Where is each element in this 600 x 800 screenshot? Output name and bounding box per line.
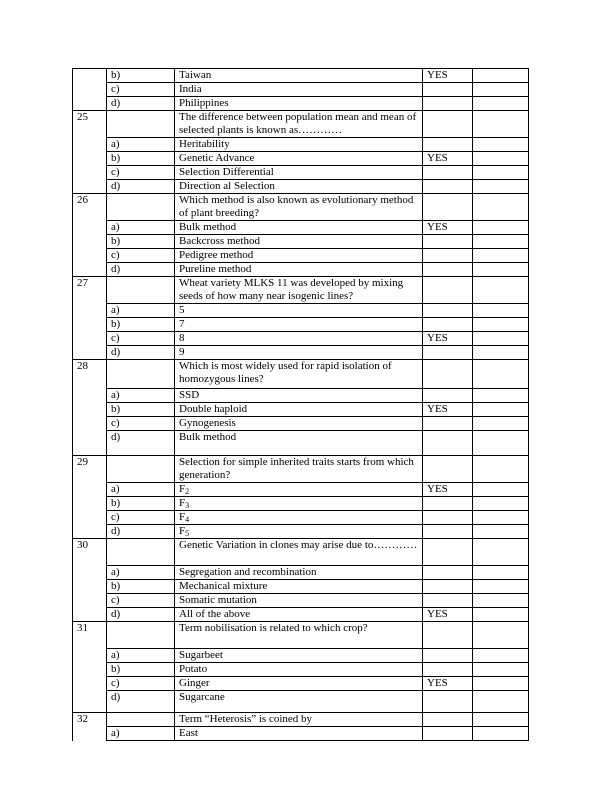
option-row (73, 304, 529, 318)
option-text-cell: Direction al Selection (175, 180, 423, 194)
question-number-cell (73, 649, 107, 663)
option-letter-cell: a) (107, 138, 175, 152)
option-row (73, 525, 529, 539)
option-row (73, 166, 529, 180)
question-number-cell (73, 727, 107, 741)
question-text-cell: Genetic Variation in clones may arise due to………… (175, 539, 423, 566)
option-row (73, 249, 529, 263)
answer-cell (423, 511, 473, 525)
blank-cell (473, 580, 529, 594)
blank-cell (473, 263, 529, 277)
blank-cell (473, 403, 529, 417)
question-number-cell: 32 (73, 713, 107, 727)
blank-cell (473, 111, 529, 138)
question-number-cell: 29 (73, 456, 107, 483)
blank-cell (473, 69, 529, 83)
option-row (73, 69, 529, 83)
option-letter-cell: c) (107, 511, 175, 525)
question-text-cell: The difference between population mean and mean of selected plants is known as………… (175, 111, 423, 138)
question-number-cell (73, 691, 107, 713)
option-row (73, 97, 529, 111)
option-row (73, 221, 529, 235)
option-letter-cell (107, 622, 175, 649)
option-text-cell: Genetic Advance (175, 152, 423, 166)
answer-cell: YES (423, 677, 473, 691)
answer-cell (423, 417, 473, 431)
option-row (73, 663, 529, 677)
mcq-answer-table (72, 68, 529, 741)
option-row (73, 608, 529, 622)
blank-cell (473, 566, 529, 580)
blank-cell (473, 97, 529, 111)
option-letter-cell: d) (107, 180, 175, 194)
question-row (73, 194, 529, 221)
question-row (73, 111, 529, 138)
option-letter-cell: c) (107, 332, 175, 346)
answer-cell (423, 691, 473, 713)
blank-cell (473, 235, 529, 249)
blank-cell (473, 83, 529, 97)
answer-cell (423, 580, 473, 594)
blank-cell (473, 360, 529, 389)
option-text-cell: Backcross method (175, 235, 423, 249)
option-text-cell: Philippines (175, 97, 423, 111)
answer-cell: YES (423, 608, 473, 622)
option-text-cell: 8 (175, 332, 423, 346)
blank-cell (473, 691, 529, 713)
option-letter-cell: a) (107, 649, 175, 663)
question-number-cell (73, 221, 107, 235)
question-number-cell (73, 663, 107, 677)
blank-cell (473, 511, 529, 525)
generation-subscript: 3 (185, 501, 190, 510)
blank-cell (473, 138, 529, 152)
generation-label: F (179, 511, 186, 523)
option-letter-cell (107, 277, 175, 304)
option-letter-cell: d) (107, 431, 175, 456)
question-number-cell (73, 332, 107, 346)
blank-cell (473, 713, 529, 727)
option-row (73, 417, 529, 431)
question-number-cell (73, 511, 107, 525)
question-number-cell (73, 152, 107, 166)
question-number-cell (73, 69, 107, 83)
option-letter-cell: c) (107, 594, 175, 608)
blank-cell (473, 594, 529, 608)
answer-cell (423, 497, 473, 511)
question-text-cell: Term nobilisation is related to which crop? (175, 622, 423, 649)
option-letter-cell: c) (107, 166, 175, 180)
option-letter-cell: d) (107, 525, 175, 539)
option-text-cell: Bulk method (175, 221, 423, 235)
option-text-cell: Heritability (175, 138, 423, 152)
blank-cell (473, 152, 529, 166)
answer-cell (423, 180, 473, 194)
blank-cell (473, 456, 529, 483)
option-letter-cell: a) (107, 483, 175, 497)
option-letter-cell: b) (107, 403, 175, 417)
question-text-cell: Which is most widely used for rapid isolation of homozygous lines? (175, 360, 423, 389)
option-text-cell: Segregation and recombination (175, 566, 423, 580)
answer-cell (423, 389, 473, 403)
answer-cell: YES (423, 403, 473, 417)
question-number-cell (73, 97, 107, 111)
generation-label: F (179, 497, 186, 509)
option-row (73, 580, 529, 594)
blank-cell (473, 332, 529, 346)
blank-cell (473, 649, 529, 663)
blank-cell (473, 346, 529, 360)
answer-cell (423, 83, 473, 97)
blank-cell (473, 417, 529, 431)
answer-cell: YES (423, 332, 473, 346)
question-number-cell: 25 (73, 111, 107, 138)
blank-cell (473, 608, 529, 622)
answer-cell: YES (423, 69, 473, 83)
option-text-cell: Selection Differential (175, 166, 423, 180)
answer-cell (423, 318, 473, 332)
option-text-cell: Pureline method (175, 263, 423, 277)
answer-cell (423, 360, 473, 389)
option-letter-cell: b) (107, 69, 175, 83)
answer-cell (423, 622, 473, 649)
answer-cell (423, 111, 473, 138)
blank-cell (473, 318, 529, 332)
answer-cell (423, 713, 473, 727)
option-letter-cell: c) (107, 417, 175, 431)
question-number-cell (73, 138, 107, 152)
question-row (73, 622, 529, 649)
option-letter-cell: a) (107, 566, 175, 580)
question-number-cell (73, 608, 107, 622)
answer-cell (423, 431, 473, 456)
blank-cell (473, 622, 529, 649)
blank-cell (473, 431, 529, 456)
blank-cell (473, 663, 529, 677)
answer-cell: YES (423, 221, 473, 235)
option-row (73, 180, 529, 194)
question-number-cell (73, 166, 107, 180)
option-text-cell: Bulk method (175, 431, 423, 456)
question-number-cell (73, 249, 107, 263)
question-number-cell (73, 403, 107, 417)
option-text-cell: Sugarbeet (175, 649, 423, 663)
option-row (73, 346, 529, 360)
blank-cell (473, 497, 529, 511)
option-letter-cell: b) (107, 580, 175, 594)
question-number-cell (73, 346, 107, 360)
blank-cell (473, 677, 529, 691)
answer-cell (423, 727, 473, 741)
answer-cell (423, 663, 473, 677)
blank-cell (473, 180, 529, 194)
question-number-cell: 28 (73, 360, 107, 389)
option-row (73, 83, 529, 97)
question-number-cell (73, 431, 107, 456)
answer-cell (423, 525, 473, 539)
answer-cell (423, 97, 473, 111)
option-row (73, 649, 529, 663)
option-row (73, 727, 529, 741)
answer-cell (423, 166, 473, 180)
option-letter-cell (107, 539, 175, 566)
option-row (73, 677, 529, 691)
option-text-cell: 7 (175, 318, 423, 332)
generation-label: F (179, 525, 186, 537)
blank-cell (473, 483, 529, 497)
option-letter-cell: b) (107, 663, 175, 677)
option-letter-cell: d) (107, 608, 175, 622)
question-number-cell (73, 389, 107, 403)
blank-cell (473, 166, 529, 180)
question-number-cell (73, 235, 107, 249)
option-row (73, 138, 529, 152)
option-row (73, 263, 529, 277)
question-number-cell (73, 318, 107, 332)
option-text-cell: Gynogenesis (175, 417, 423, 431)
option-text-cell: India (175, 83, 423, 97)
option-letter-cell (107, 111, 175, 138)
answer-cell (423, 649, 473, 663)
answer-cell (423, 346, 473, 360)
question-number-cell (73, 525, 107, 539)
answer-cell (423, 304, 473, 318)
blank-cell (473, 277, 529, 304)
answer-cell (423, 566, 473, 580)
option-row (73, 483, 529, 497)
option-text-cell: Ginger (175, 677, 423, 691)
blank-cell (473, 389, 529, 403)
answer-cell (423, 277, 473, 304)
option-text-cell (175, 525, 423, 539)
option-letter-cell (107, 360, 175, 389)
option-text-cell: East (175, 727, 423, 741)
question-number-cell: 31 (73, 622, 107, 649)
option-letter-cell: c) (107, 677, 175, 691)
question-number-cell (73, 566, 107, 580)
question-text-cell: Selection for simple inherited traits starts from which generation? (175, 456, 423, 483)
option-letter-cell: d) (107, 691, 175, 713)
option-row (73, 691, 529, 713)
option-letter-cell: a) (107, 727, 175, 741)
question-row (73, 360, 529, 389)
option-letter-cell: c) (107, 83, 175, 97)
option-letter-cell: c) (107, 249, 175, 263)
option-text-cell: 9 (175, 346, 423, 360)
question-text-cell: Wheat variety MLKS 11 was developed by mixing seeds of how many near isogenic lines? (175, 277, 423, 304)
option-row (73, 403, 529, 417)
option-row (73, 152, 529, 166)
option-row (73, 594, 529, 608)
option-letter-cell: a) (107, 221, 175, 235)
answer-cell (423, 138, 473, 152)
option-letter-cell: d) (107, 97, 175, 111)
option-letter-cell: a) (107, 304, 175, 318)
option-letter-cell (107, 713, 175, 727)
question-number-cell (73, 83, 107, 97)
question-number-cell (73, 580, 107, 594)
answer-cell (423, 194, 473, 221)
answer-cell: YES (423, 152, 473, 166)
question-row (73, 277, 529, 304)
option-text-cell: Double haploid (175, 403, 423, 417)
blank-cell (473, 539, 529, 566)
generation-subscript: 5 (185, 529, 190, 538)
blank-cell (473, 194, 529, 221)
option-text-cell: Somatic mutation (175, 594, 423, 608)
option-text-cell: Taiwan (175, 69, 423, 83)
option-row (73, 318, 529, 332)
option-text-cell: All of the above (175, 608, 423, 622)
option-text-cell (175, 511, 423, 525)
question-row (73, 713, 529, 727)
option-text-cell: Mechanical mixture (175, 580, 423, 594)
generation-subscript: 4 (185, 515, 190, 524)
option-row (73, 431, 529, 456)
option-letter-cell: b) (107, 152, 175, 166)
option-row (73, 332, 529, 346)
option-letter-cell (107, 456, 175, 483)
question-number-cell (73, 417, 107, 431)
option-text-cell: SSD (175, 389, 423, 403)
option-text-cell: Sugarcane (175, 691, 423, 713)
question-number-cell (73, 677, 107, 691)
option-letter-cell: d) (107, 263, 175, 277)
option-row (73, 566, 529, 580)
generation-label: F (179, 483, 186, 495)
option-text-cell: 5 (175, 304, 423, 318)
question-number-cell (73, 497, 107, 511)
answer-cell (423, 539, 473, 566)
answer-cell (423, 594, 473, 608)
question-row (73, 456, 529, 483)
option-letter-cell: d) (107, 346, 175, 360)
option-row (73, 389, 529, 403)
question-text-cell: Term “Heterosis” is coined by (175, 713, 423, 727)
option-letter-cell: a) (107, 389, 175, 403)
option-letter-cell (107, 194, 175, 221)
blank-cell (473, 221, 529, 235)
blank-cell (473, 304, 529, 318)
option-letter-cell: b) (107, 318, 175, 332)
question-number-cell: 26 (73, 194, 107, 221)
option-letter-cell: b) (107, 497, 175, 511)
question-number-cell (73, 304, 107, 318)
answer-cell (423, 235, 473, 249)
question-row (73, 539, 529, 566)
answer-cell: YES (423, 483, 473, 497)
option-row (73, 511, 529, 525)
question-number-cell (73, 594, 107, 608)
option-text-cell (175, 497, 423, 511)
option-text-cell (175, 483, 423, 497)
answer-cell (423, 249, 473, 263)
blank-cell (473, 249, 529, 263)
option-row (73, 497, 529, 511)
question-number-cell (73, 483, 107, 497)
blank-cell (473, 525, 529, 539)
question-number-cell: 30 (73, 539, 107, 566)
question-number-cell (73, 180, 107, 194)
option-row (73, 235, 529, 249)
question-number-cell (73, 263, 107, 277)
option-letter-cell: b) (107, 235, 175, 249)
option-text-cell: Pedigree method (175, 249, 423, 263)
option-text-cell: Potato (175, 663, 423, 677)
generation-subscript: 2 (185, 487, 190, 496)
question-text-cell: Which method is also known as evolutionary method of plant breeding? (175, 194, 423, 221)
answer-cell (423, 456, 473, 483)
answer-cell (423, 263, 473, 277)
question-number-cell: 27 (73, 277, 107, 304)
blank-cell (473, 727, 529, 741)
